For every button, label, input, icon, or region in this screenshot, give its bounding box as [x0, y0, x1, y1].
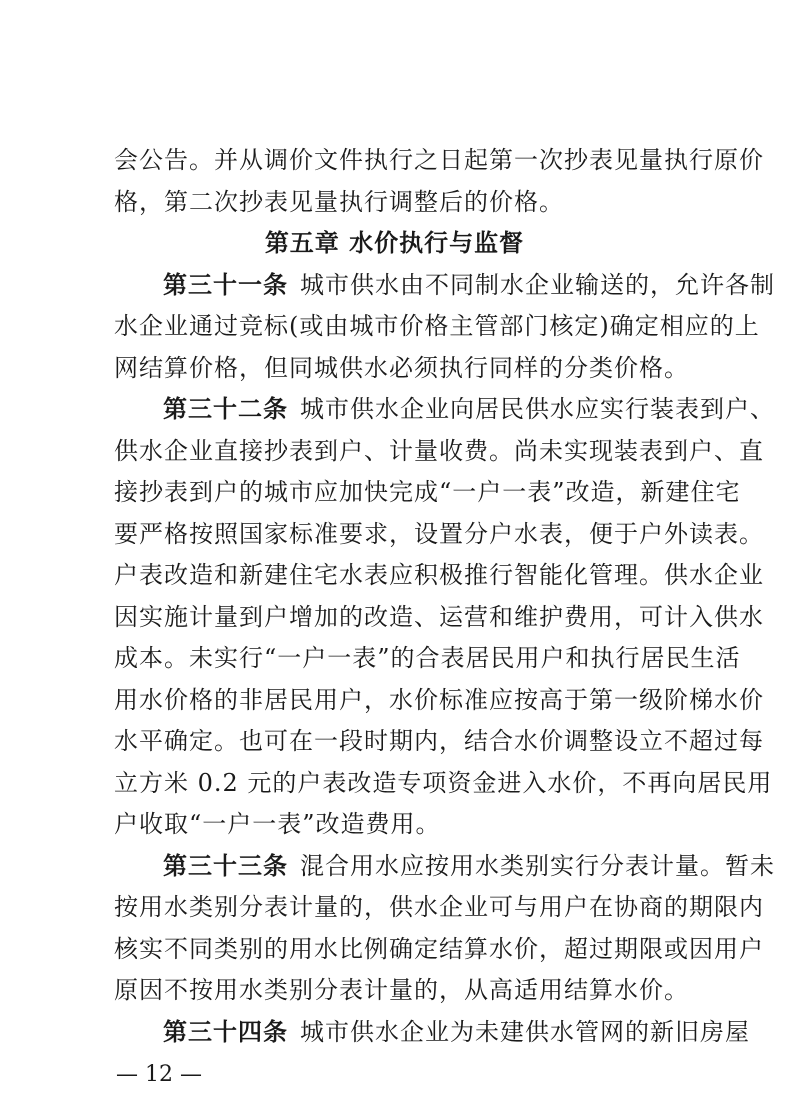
paragraph-line: 格，第二次抄表见量执行调整后的价格。: [114, 188, 564, 216]
chapter-title: 第五章 水价执行与监督: [264, 228, 525, 257]
paragraph-line: 水企业通过竞标(或由城市价格主管部门核定)确定相应的上: [114, 312, 760, 340]
paragraph-line: 户收取“一户一表”改造费用。: [114, 810, 441, 838]
article-text: 城市供水企业为未建供水管网的新旧房屋: [300, 1018, 750, 1046]
article-text: 混合用水应按用水类别实行分表计量。暂未: [300, 852, 775, 880]
article-34-first-line: [163, 1017, 750, 1047]
article-number: 第三十二条: [163, 394, 288, 423]
paragraph-line: 网结算价格，但同城供水必须执行同样的分类价格。: [114, 354, 689, 382]
paragraph-line: 户表改造和新建住宅水表应积极推行智能化管理。供水企业: [114, 561, 764, 589]
paragraph-line: 按用水类别分表计量的，供水企业可与用户在协商的期限内: [114, 893, 764, 921]
paragraph-line: 供水企业直接抄表到户、计量收费。尚未实现装表到户、直: [114, 437, 764, 465]
article-text: 城市供水企业向居民供水应实行装表到户、: [300, 395, 775, 423]
paragraph-line: 用水价格的非居民用户，水价标准应按高于第一级阶梯水价: [114, 686, 764, 714]
paragraph-line: 因实施计量到户增加的改造、运营和维护费用，可计入供水: [114, 603, 764, 631]
article-32-first-line: [163, 394, 775, 424]
article-text: 城市供水由不同制水企业输送的，允许各制: [300, 271, 775, 299]
paragraph-line: 接抄表到户的城市应加快完成“一户一表”改造，新建住宅: [114, 478, 741, 506]
paragraph-line: 成本。未实行“一户一表”的合表居民用户和执行居民生活: [114, 644, 741, 672]
page-number: — 12 —: [116, 1062, 202, 1087]
article-number: 第三十三条: [163, 851, 288, 880]
paragraph-line: 立方米 0.2 元的户表改造专项资金进入水价，不再向居民用: [114, 769, 773, 797]
article-33-first-line: [163, 851, 775, 881]
article-31-first-line: [163, 270, 775, 300]
paragraph-line: 原因不按用水类别分表计量的，从高适用结算水价。: [114, 976, 689, 1004]
paragraph-line: 核实不同类别的用水比例确定结算水价，超过期限或因用户: [114, 935, 764, 963]
paragraph-line: 要严格按照国家标准要求，设置分户水表，便于户外读表。: [114, 520, 764, 548]
paragraph-line: 水平确定。也可在一段时期内，结合水价调整设立不超过每: [114, 727, 764, 755]
paragraph-line: 会公告。并从调价文件执行之日起第一次抄表见量执行原价: [114, 146, 764, 174]
article-number: 第三十一条: [163, 270, 288, 299]
article-number: 第三十四条: [163, 1017, 288, 1046]
